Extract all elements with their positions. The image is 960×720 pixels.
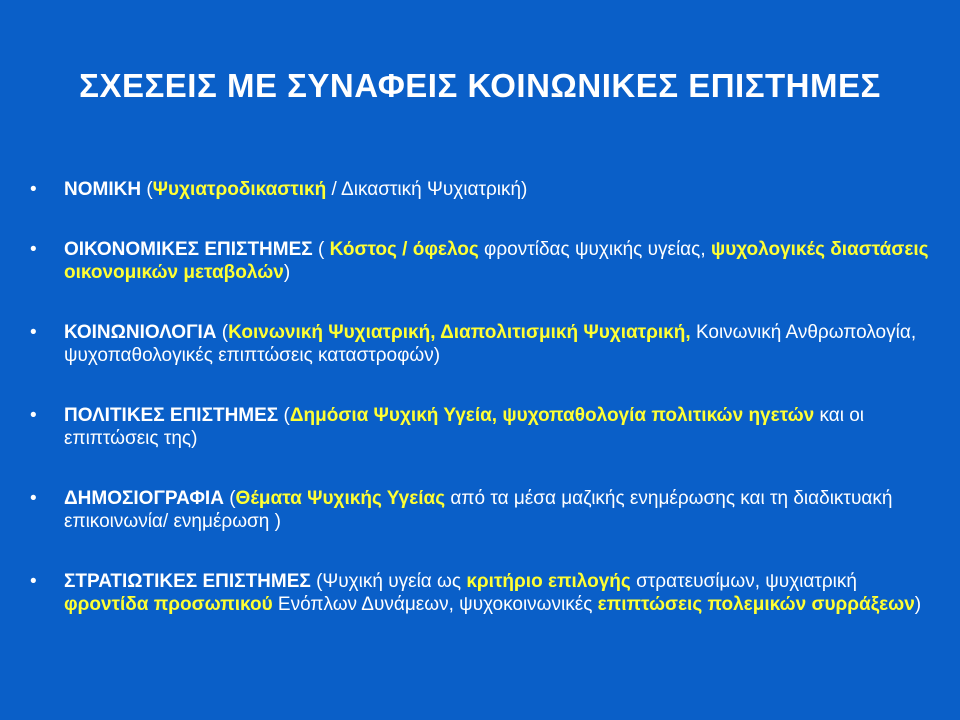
bullet-plain-text: στρατευσίμων, ψυχιατρική [630, 571, 857, 592]
bullet-dot-icon: • [30, 322, 37, 343]
bullet-plain-text: (Ψυχική υγεία ως [310, 571, 467, 592]
bullet-plain-text: από τα μέσα μαζικής ενημέρωσης και τη διαδικτυακή επικοινωνία/ ενημέρωση ) [64, 488, 893, 532]
bullet-dot-icon: • [30, 179, 37, 200]
highlighted-text: Δημόσια Ψυχική Υγεία, ψυχοπαθολογία πολιτικών ηγετών [289, 405, 815, 426]
bullet-heading: ΔΗΜΟΣΙΟΓΡΑΦΙΑ [64, 488, 224, 509]
bullet-dot-icon: • [30, 488, 37, 509]
bullet-text [64, 488, 892, 532]
bullet-heading: ΣΤΡΑΤΙΩΤΙΚΕΣ ΕΠΙΣΤΗΜΕΣ [64, 571, 311, 592]
highlighted-text: Κοινωνική Ψυχιατρική, Διαπολιτισμική Ψυχιατρική, [228, 322, 691, 343]
bullet-item [22, 487, 942, 533]
bullet-text [64, 239, 929, 283]
highlighted-text: Ψυχιατροδικαστική [152, 179, 327, 200]
bullet-plain-text: ( [141, 179, 153, 200]
bullet-item [22, 321, 942, 367]
bullet-plain-text: φροντίδας ψυχικής υγείας, [478, 239, 711, 260]
bullet-item [22, 238, 942, 284]
bullet-item [22, 178, 942, 201]
highlighted-text: Θέματα Ψυχικής Υγείας [235, 488, 446, 509]
highlighted-text: επιπτώσεις πολεμικών συρράξεων [597, 594, 915, 615]
highlighted-text: φροντίδα προσωπικού [64, 594, 273, 615]
bullet-dot-icon: • [30, 405, 37, 426]
highlighted-text: ψυχολογικές διαστάσεις οικονομικών μεταβολών [64, 239, 929, 283]
bullet-text [64, 322, 916, 366]
bullet-list [22, 178, 942, 653]
bullet-plain-text: ) [914, 594, 922, 615]
highlighted-text: κριτήριο επιλογής [466, 571, 631, 592]
bullet-plain-text: Ενόπλων Δυνάμεων, ψυχοκοινωνικές [272, 594, 598, 615]
bullet-item [22, 570, 942, 616]
bullet-plain-text: ( [278, 405, 290, 426]
bullet-plain-text: ( [312, 239, 330, 260]
bullet-dot-icon: • [30, 571, 37, 592]
bullet-plain-text: ) [283, 262, 291, 283]
bullet-dot-icon: • [30, 239, 37, 260]
bullet-plain-text: Κοινωνική Ανθρωπολογία, ψυχοπαθολογικές επιπτώσεις καταστροφών) [64, 322, 917, 366]
bullet-plain-text: και οι επιπτώσεις της) [64, 405, 865, 449]
bullet-text [64, 571, 921, 615]
slide-title: ΣΧΕΣΕΙΣ ΜΕ ΣΥΝΑΦΕΙΣ ΚΟΙΝΩΝΙΚΕΣ ΕΠΙΣΤΗΜΕΣ [79, 67, 881, 104]
bullet-plain-text: / Δικαστική Ψυχιατρική) [326, 179, 528, 200]
bullet-heading: ΠΟΛΙΤΙΚΕΣ ΕΠΙΣΤΗΜΕΣ [64, 405, 279, 426]
bullet-heading: ΟΙΚΟΝΟΜΙΚΕΣ ΕΠΙΣΤΗΜΕΣ [64, 239, 313, 260]
bullet-heading: ΚΟΙΝΩΝΙΟΛΟΓΙΑ [64, 322, 217, 343]
bullet-text [64, 405, 864, 449]
highlighted-text: Κόστος / όφελος [329, 239, 479, 260]
bullet-text [64, 179, 527, 200]
bullet-item [22, 404, 942, 450]
bullet-plain-text: ( [216, 322, 229, 343]
bullet-plain-text: ( [223, 488, 236, 509]
bullet-heading: ΝΟΜΙΚΗ [64, 179, 142, 200]
